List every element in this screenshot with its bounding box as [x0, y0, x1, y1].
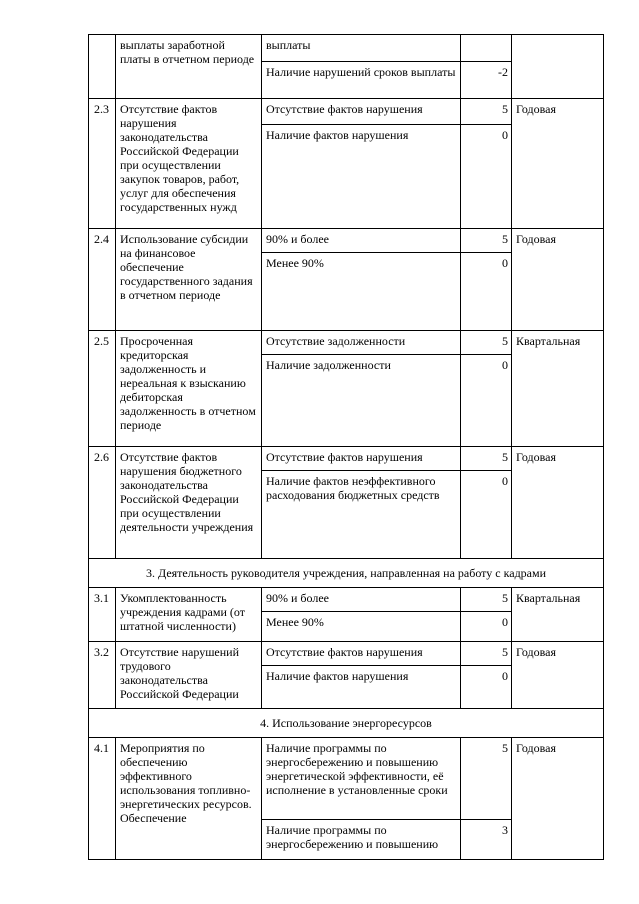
criterion-cell: Наличие фактов нарушения [262, 125, 461, 229]
row-number: 2.4 [89, 229, 116, 331]
criterion-cell: Наличие нарушений сроков выплаты [262, 62, 461, 99]
criteria-table [88, 34, 604, 860]
criterion-cell: 90% и более [262, 229, 461, 253]
period-cell: Годовая [512, 738, 604, 860]
row-number: 4.1 [89, 738, 116, 860]
score-cell: 3 [461, 820, 512, 860]
row-number: 2.3 [89, 99, 116, 229]
score-cell: 0 [461, 355, 512, 447]
score-cell: 5 [461, 229, 512, 253]
score-cell: 0 [461, 253, 512, 331]
table-row [89, 642, 604, 666]
criterion-cell: Менее 90% [262, 612, 461, 642]
period-cell: Годовая [512, 642, 604, 709]
criterion-cell: Отсутствие фактов нарушения [262, 99, 461, 125]
table-row [89, 738, 604, 820]
table-row [89, 229, 604, 253]
criterion-cell: выплаты [262, 35, 461, 62]
score-cell: 0 [461, 666, 512, 709]
score-cell: 5 [461, 642, 512, 666]
indicator-cell: Отсутствие нарушений трудового законодательства Российской Федерации [116, 642, 262, 709]
table-row [89, 99, 604, 125]
section-row [89, 709, 604, 738]
criterion-cell: Отсутствие фактов нарушения [262, 447, 461, 471]
row-number: 2.5 [89, 331, 116, 447]
section-row [89, 559, 604, 588]
score-cell [461, 35, 512, 62]
indicator-cell: Отсутствие фактов нарушения бюджетного законодательства Российской Федерации при осуществлении деятельности учреждения [116, 447, 262, 559]
indicator-cell: Укомплектованность учреждения кадрами (от штатной численности) [116, 588, 262, 642]
indicator-cell: Использование субсидии на финансовое обеспечение государственного задания в отчетном периоде [116, 229, 262, 331]
indicator-cell: Просроченная кредиторская задолженность и нереальная к взысканию дебиторская задолженность в отчетном периоде [116, 331, 262, 447]
period-cell: Годовая [512, 229, 604, 331]
row-number: 2.6 [89, 447, 116, 559]
score-cell: 0 [461, 471, 512, 559]
criterion-cell: Отсутствие фактов нарушения [262, 642, 461, 666]
row-number: 3.2 [89, 642, 116, 709]
document-page [88, 34, 603, 860]
table-row [89, 588, 604, 612]
row-number: 3.1 [89, 588, 116, 642]
period-cell: Годовая [512, 447, 604, 559]
indicator-cell: Мероприятия по обеспечению эффективного использования топливно-энергетических ресурсов. Обеспечение [116, 738, 262, 860]
criterion-cell: Менее 90% [262, 253, 461, 331]
period-cell: Квартальная [512, 331, 604, 447]
criterion-cell: Наличие фактов нарушения [262, 666, 461, 709]
score-cell: 5 [461, 447, 512, 471]
criterion-cell: Наличие фактов неэффективного расходования бюджетных средств [262, 471, 461, 559]
table-row [89, 447, 604, 471]
row-number [89, 35, 116, 99]
period-cell [512, 35, 604, 99]
section-heading: 3. Деятельность руководителя учреждения, направленная на работу с кадрами [89, 559, 604, 588]
period-cell: Квартальная [512, 588, 604, 642]
score-cell: 0 [461, 612, 512, 642]
score-cell: 0 [461, 125, 512, 229]
indicator-cell: выплаты заработной платы в отчетном периоде [116, 35, 262, 99]
criterion-cell: 90% и более [262, 588, 461, 612]
table-row [89, 331, 604, 355]
period-cell: Годовая [512, 99, 604, 229]
section-heading: 4. Использование энергоресурсов [89, 709, 604, 738]
score-cell: 5 [461, 331, 512, 355]
criterion-cell: Отсутствие задолженности [262, 331, 461, 355]
score-cell: 5 [461, 99, 512, 125]
score-cell: 5 [461, 588, 512, 612]
criterion-cell: Наличие задолженности [262, 355, 461, 447]
table-row [89, 35, 604, 62]
score-cell: -2 [461, 62, 512, 99]
score-cell: 5 [461, 738, 512, 820]
criterion-cell: Наличие программы по энергосбережению и повышению энергетической эффективности, её исполнение в установленные сроки [262, 738, 461, 820]
criterion-cell: Наличие программы по энергосбережению и повышению [262, 820, 461, 860]
indicator-cell: Отсутствие фактов нарушения законодательства Российской Федерации при осуществлении закупок товаров, работ, услуг для обеспечения государственных нужд [116, 99, 262, 229]
